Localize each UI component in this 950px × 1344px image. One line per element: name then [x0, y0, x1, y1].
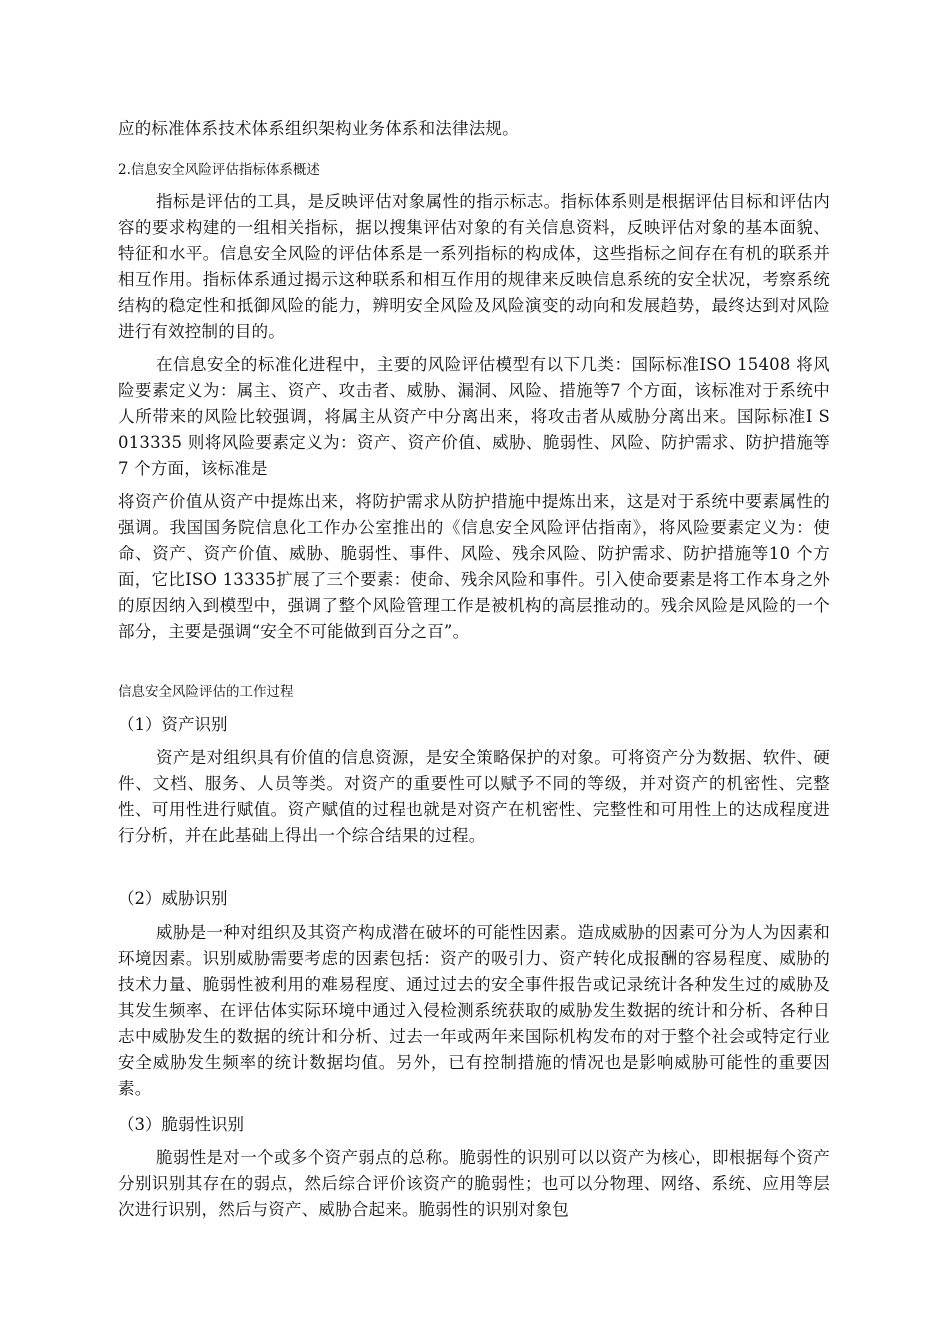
paragraph-vulnerability: 脆弱性是对一个或多个资产弱点的总称。脆弱性的识别可以以资产为核心，即根据每个资产分别识别其存在的弱点，然后综合评价该资产的脆弱性；也可以分物理、网络、系统、应用等层次进行识别，然后与资产、威胁合起来。脆弱性的识别对象包: [118, 1148, 830, 1219]
subheading-threat-identification: （2）威胁识别: [118, 889, 228, 908]
subheading-vulnerability-identification: （3）脆弱性识别: [118, 1115, 244, 1134]
section-heading-work-process: 信息安全风险评估的工作过程: [118, 684, 294, 700]
paragraph-intro: 应的标准体系技术体系组织架构业务体系和法律法规。: [118, 119, 519, 138]
section-heading-indicator-system: 2.信息安全风险评估指标体系概述: [118, 162, 320, 178]
paragraph-standards-continued: 将资产价值从资产中提炼出来，将防护需求从防护措施中提炼出来，这是对于系统中要素属性的强调。我国国务院信息化工作办公室推出的《信息安全风险评估指南》，将风险要素定义为：使命、资产、资产价值、威胁、脆弱性、事件、风险、残余风险、防护需求、防护措施等10 个方面，它比ISO 13335扩展了三个要素：使命、残余风险和事件。引入使命要素是将工作本身之外的原因纳入到模型中，强调了整个风险管理工作是被机构的高层推动的。残余风险是风险的一个部分，主要是强调“安全不可能做到百分之百”。: [118, 492, 830, 641]
paragraph-standards: 在信息安全的标准化进程中，主要的风险评估模型有以下几类：国际标准ISO 15408 将风险要素定义为：属主、资产、攻击者、威胁、漏洞、风险、措施等7 个方面，该标准对于系统中人所带来的风险比较强调，将属主从资产中分离出来，将攻击者从威胁分离出来。国际标准I S 013335 则将风险要素定义为：资产、资产价值、威胁、脆弱性、风险、防护需求、防护措施等 7 个方面，该标准是: [118, 355, 830, 478]
paragraph-indicator: 指标是评估的工具，是反映评估对象属性的指示标志。指标体系则是根据评估目标和评估内容的要求构建的一组相关指标，据以搜集评估对象的有关信息资料，反映评估对象的基本面貌、特征和水平。信息安全风险的评估体系是一系列指标的构成体，这些指标之间存在有机的联系并相互作用。指标体系通过揭示这种联系和相互作用的规律来反映信息系统的安全状况，考察系统结构的稳定性和抵御风险的能力，辨明安全风险及风险演变的动向和发展趋势，最终达到对风险进行有效控制的目的。: [118, 192, 830, 341]
paragraph-asset: 资产是对组织具有价值的信息资源，是安全策略保护的对象。可将资产分为数据、软件、硬件、文档、服务、人员等类。对资产的重要性可以赋予不同的等级，并对资产的机密性、完整性、可用性进行赋值。资产赋值的过程也就是对资产在机密性、完整性和可用性上的达成程度进行分析，并在此基础上得出一个综合结果的过程。: [118, 748, 830, 845]
paragraph-threat: 威胁是一种对组织及其资产构成潜在破坏的可能性因素。造成威胁的因素可分为人为因素和环境因素。识别威胁需要考虑的因素包括：资产的吸引力、资产转化成报酬的容易程度、威胁的技术力量、脆弱性被利用的难易程度、通过过去的安全事件报告或记录统计各种发生过的威胁及其发生频率、在评估体实际环境中通过入侵检测系统获取的威胁发生数据的统计和分析、各种日志中威胁发生的数据的统计和分析、过去一年或两年来国际机构发布的对于整个社会或特定行业安全威胁发生频率的统计数据均值。另外，已有控制措施的情况也是影响威胁可能性的重要因素。: [118, 923, 830, 1098]
subheading-asset-identification: （1）资产识别: [118, 715, 228, 734]
